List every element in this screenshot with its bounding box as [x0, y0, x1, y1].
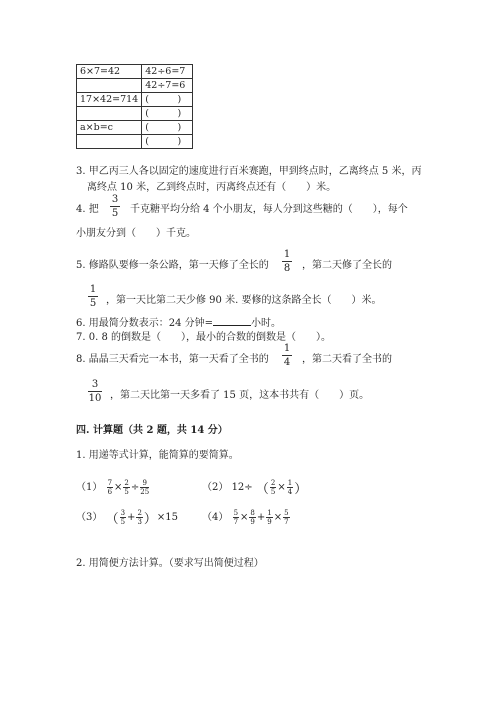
- question-5-prefix: 5. 修路队要修一条公路，第一天修了全长的: [76, 260, 269, 271]
- denominator: 4: [283, 357, 291, 368]
- operator: +: [127, 512, 136, 523]
- numerator: 1: [283, 343, 291, 354]
- table-row: [77, 107, 193, 121]
- denominator: 10: [88, 393, 102, 404]
- question-5-line-2: ，第一天比第二天少修 90 米. 要修的这条路全长（ ）米。: [106, 295, 382, 306]
- table-row: [77, 135, 193, 149]
- fraction: $\frac{9}{25}$: [140, 479, 150, 496]
- answer-blank[interactable]: [213, 316, 251, 326]
- answer-cell[interactable]: ( ): [142, 107, 193, 121]
- numerator: 1: [89, 284, 97, 295]
- table-cell: [77, 107, 142, 121]
- question-6: [76, 314, 281, 329]
- denominator: 5: [89, 298, 97, 309]
- fraction: $\frac{2}{5}$: [124, 479, 129, 496]
- question-4-line-2: 小朋友分到（ ）千克。: [76, 228, 196, 239]
- fraction: [110, 194, 120, 219]
- table-row: [77, 65, 193, 79]
- answer-cell[interactable]: ( ): [142, 121, 193, 135]
- question-7: 7. 0. 8 的倒数是（ ），最小的合数的倒数是（ ）。: [76, 332, 331, 343]
- fraction: $\frac{2}{3}$: [137, 509, 142, 526]
- table-cell: 42÷7=6: [142, 79, 193, 93]
- fraction: $\frac{1}{4}$: [287, 479, 293, 496]
- calc-item-4: [202, 508, 291, 526]
- question-8-suffix: ，第二天看了全书的: [302, 354, 392, 365]
- numerator: 3: [111, 194, 119, 205]
- calc-item-2: （2） 12÷ （ $\frac{2}{5}$ × $\frac{1}{4}$ ）: [202, 479, 308, 497]
- operator: ÷: [130, 482, 140, 493]
- question-6-suffix: 小时。: [251, 318, 282, 329]
- fraction: [88, 284, 98, 309]
- question-8-prefix: 8. 晶晶三天看完一本书，第一天看了全书的: [76, 354, 269, 365]
- answer-cell[interactable]: ( ): [142, 135, 193, 149]
- question-5-suffix: ，第二天修了全长的: [302, 260, 392, 271]
- numerator: 3: [91, 379, 99, 390]
- fraction: $\frac{8}{9}$: [250, 509, 255, 526]
- expression-suffix: ×15: [156, 512, 179, 523]
- calc-item-3: （3） （ $\frac{3}{5}$ + $\frac{2}{3}$ ）×15: [76, 509, 179, 527]
- table-row: [77, 121, 193, 135]
- calc-item-1: [76, 478, 150, 496]
- table-row: [77, 93, 193, 107]
- table-cell: 42÷6=7: [142, 65, 193, 79]
- expression-prefix: 12÷: [231, 482, 253, 493]
- operator: +: [256, 512, 266, 523]
- table-cell: a×b=c: [77, 121, 142, 135]
- fraction: [282, 249, 292, 274]
- item-label: （2）: [202, 482, 229, 493]
- operator: ×: [240, 512, 249, 523]
- table-cell: 6×7=42: [77, 65, 142, 79]
- question-instruction-2: 2. 用简便方法计算。（要求写出简便过程）: [76, 558, 264, 569]
- item-label: （3）: [76, 512, 103, 523]
- table-row: [77, 79, 193, 93]
- fraction: $\frac{2}{5}$: [270, 479, 276, 496]
- fraction: [282, 343, 292, 368]
- fraction: $\frac{5}{7}$: [284, 509, 289, 526]
- question-instruction: 1. 用递等式计算，能简算的要简算。: [76, 450, 239, 461]
- question-8-line-2: ，第二天比第一天多看了 15 页，这本书共有（ ）页。: [110, 390, 370, 401]
- fraction: $\frac{1}{9}$: [267, 509, 272, 526]
- question-6-prefix: 6. 用最简分数表示：24 分钟=: [76, 318, 214, 329]
- operator: ×: [273, 512, 283, 523]
- table-cell: [77, 79, 142, 93]
- answer-cell[interactable]: ( ): [142, 93, 193, 107]
- operator: ×: [277, 482, 286, 493]
- item-label: （4）: [202, 512, 229, 523]
- operator: ×: [114, 482, 123, 493]
- question-3-line-2: 离终点 10 米，乙到终点时，丙离终点还有（ ）米。: [87, 182, 337, 193]
- table-cell: [77, 135, 142, 149]
- fraction: $\frac{5}{7}$: [233, 509, 239, 526]
- fraction: [88, 379, 102, 404]
- section-title: 四. 计算题（共 2 题，共 14 分）: [76, 425, 228, 436]
- question-3-line-1: 3. 甲乙丙三人各以固定的速度进行百米赛跑，甲到终点时，乙离终点 5 米，丙: [76, 166, 422, 177]
- fraction: $\frac{7}{6}$: [107, 479, 113, 496]
- item-label: （1）: [76, 482, 103, 493]
- question-4-line-1: 千克糖平均分给 4 个小朋友，每人分到这些糖的（ ），每个: [130, 204, 408, 215]
- denominator: 8: [283, 263, 291, 274]
- table-cell: 17×42=714: [77, 93, 142, 107]
- denominator: 5: [111, 208, 119, 219]
- question-4-prefix: 4. 把: [76, 204, 99, 215]
- numerator: 1: [283, 249, 291, 260]
- equation-table: [76, 64, 193, 149]
- fraction: $\frac{3}{5}$: [120, 509, 126, 526]
